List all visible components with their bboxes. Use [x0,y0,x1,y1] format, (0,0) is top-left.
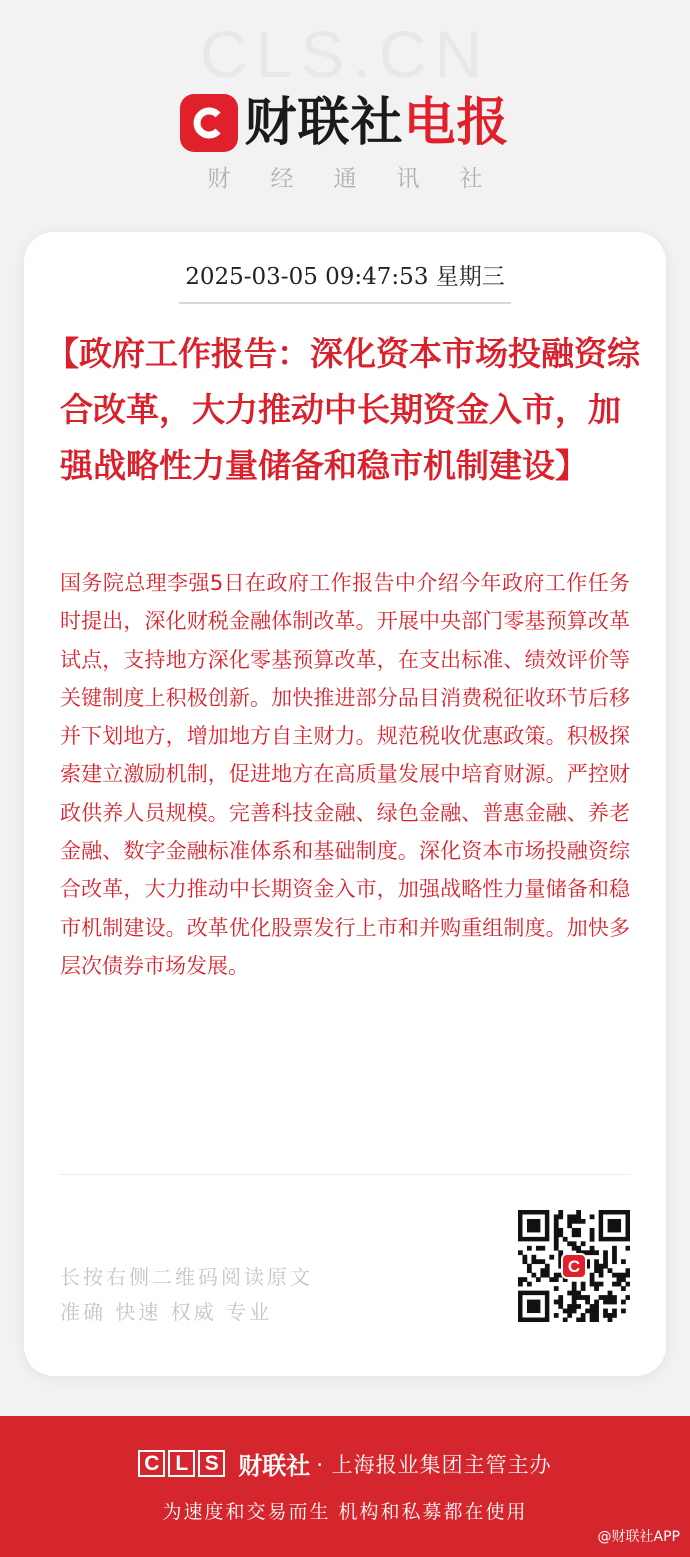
article-body: 国务院总理李强5日在政府工作报告中介绍今年政府工作任务时提出，深化财税金融体制改革。开展中央部门零基预算改革试点，支持地方深化零基预算改革，在支出标准、绩效评价等关键制度上积极创新。加快推进部分品目消费税征收环节后移并下划地方，增加地方自主财力。规范税收优惠政策。积极探索建立激励机制，促进地方在高质量发展中培育财源。严控财政供养人员规模。完善科技金融、绿色金融、普惠金融、养老金融、数字金融标准体系和基础制度。深化资本市场投融资综合改革，大力推动中长期资金入市，加强战略性力量储备和稳市机制建设。改革优化股票发行上市和并购重组制度。加快多层次债券市场发展。 [60,571,630,978]
cls-logo [138,1450,228,1477]
datetime [24,260,666,304]
datetime-text: 2025-03-05 09:47:53 星期三 [179,260,511,304]
cls-letter-l: L [168,1450,195,1477]
subtitle: 财经通讯社 [207,166,523,192]
article-card [24,232,666,1376]
headline: 【政府工作报告：深化资本市场投融资综合改革，大力推动中长期资金入市，加强战略性力量储备和稳市机制建设】 [46,334,640,485]
qr-hint: 长按右侧二维码阅读原文 [60,1265,313,1289]
qr-center-logo: C [567,1257,581,1276]
footer-brand-row [0,1446,690,1481]
footer [0,1416,690,1557]
tagline: 准确 快速 权威 专业 [60,1300,273,1324]
logo-name: 财联社 [244,93,404,153]
footer-slogan: 为速度和交易而生 机构和私募都在使用 [162,1501,528,1523]
footer-org: · 上海报业集团主管主办 [316,1452,552,1477]
logo-text [244,91,509,155]
footer-brand: 财联社 [238,1452,311,1480]
cls-letter-s: S [198,1450,225,1477]
qr-code-icon[interactable] [518,1210,630,1322]
divider [60,1174,630,1175]
header [0,0,690,230]
logo-suffix: 电报 [403,93,510,153]
logo [0,88,690,158]
cls-letter-c: C [138,1450,165,1477]
weibo-handle: @财联社APP [597,1529,680,1545]
logo-badge-icon [180,94,238,152]
watermark: CLS.CN [199,17,491,91]
